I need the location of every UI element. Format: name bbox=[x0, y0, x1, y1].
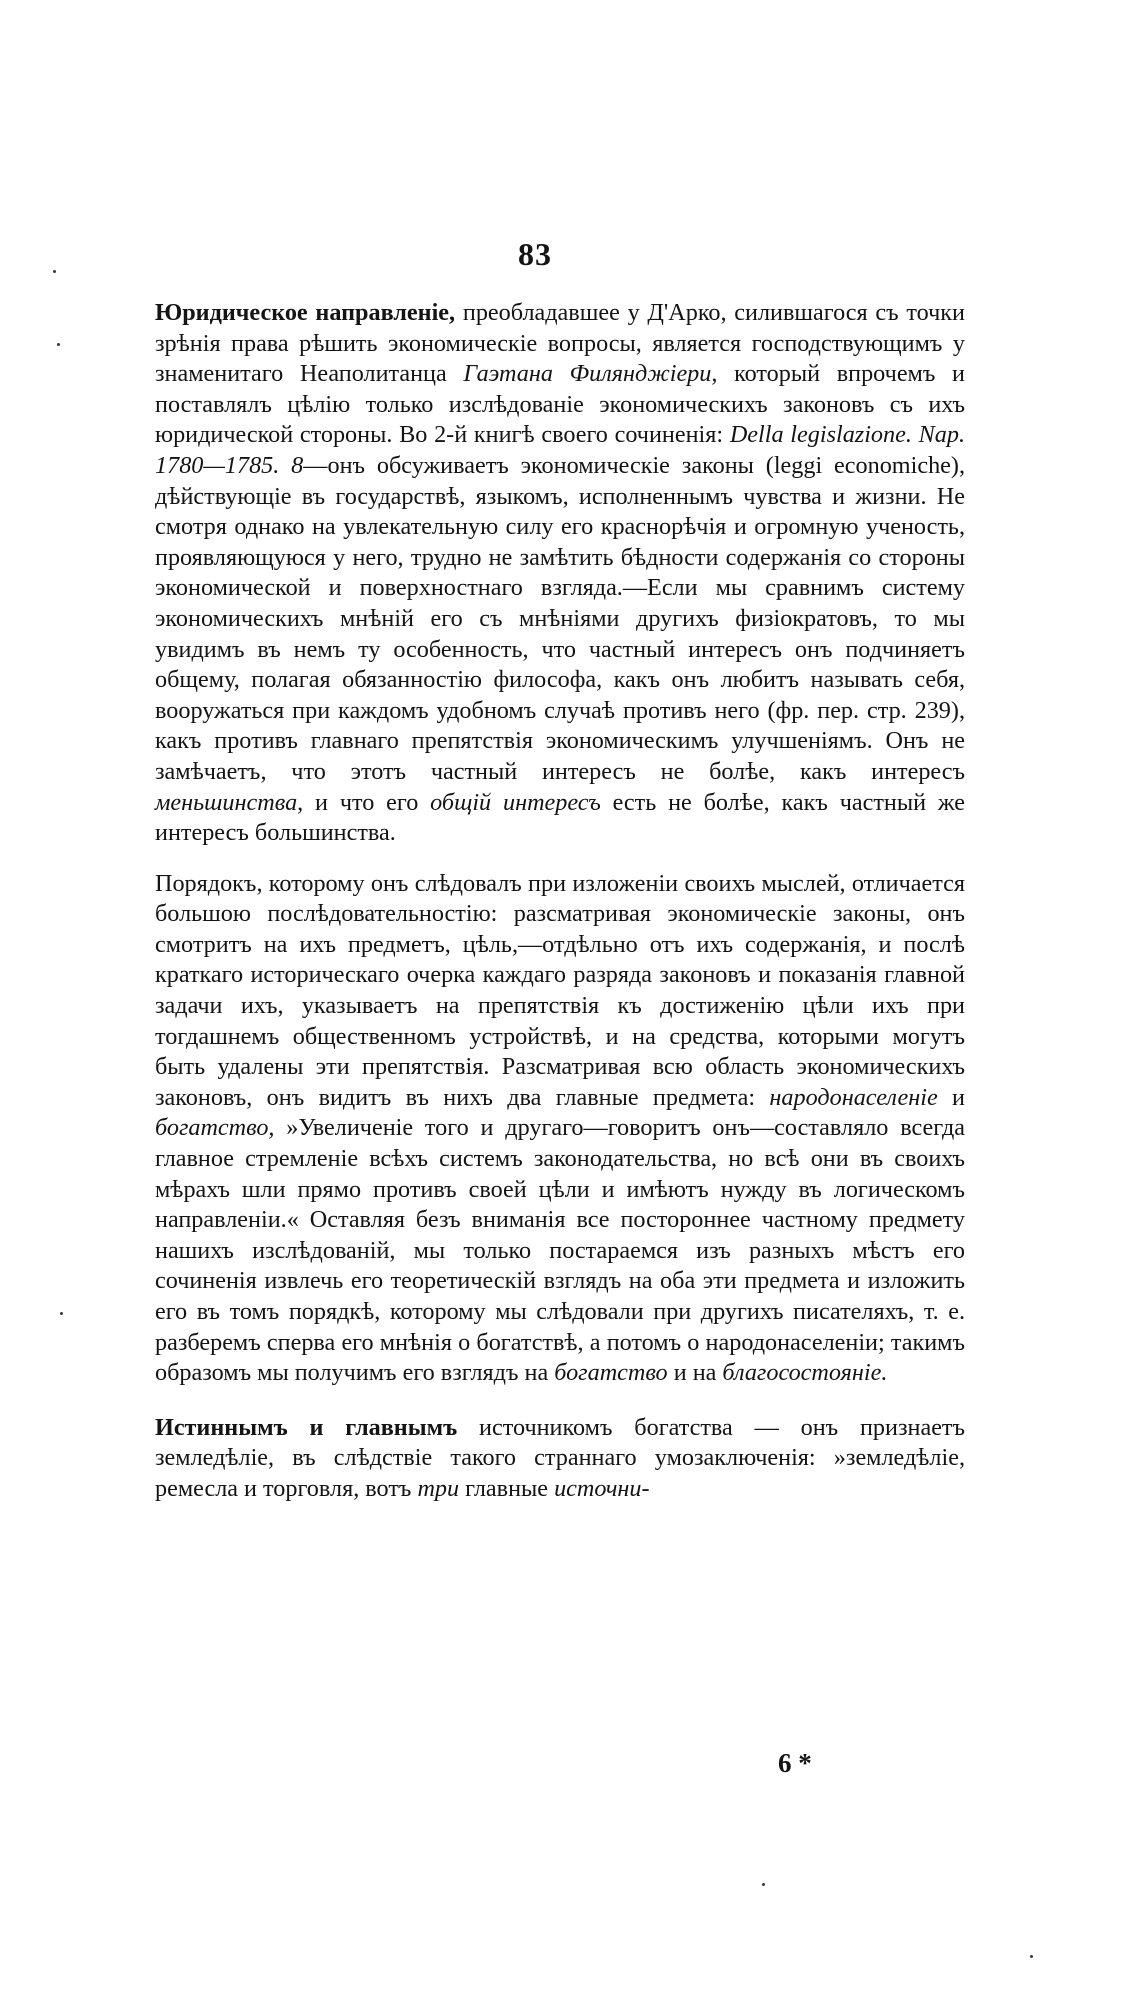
paragraph-3 bbox=[155, 1413, 965, 1505]
paragraph-text: который впрочемъ и поставлялъ цѣлію только изслѣдованіе экономическихъ законовъ съ ихъ юридической стороны. Во 2-й книгѣ своего сочиненія: bbox=[155, 360, 965, 449]
sheet-signature: 6 * bbox=[778, 1748, 812, 1778]
body-text bbox=[155, 298, 965, 1505]
print-speck bbox=[57, 343, 60, 346]
print-speck bbox=[60, 1312, 63, 1315]
paragraph-text: »Увеличеніе того и другаго—говоритъ онъ—составляло всегда главное стремленіе всѣхъ системъ законодательства, но всѣ они въ своихъ мѣрахъ шли прямо противъ своей цѣли и имѣютъ нужду въ логическомъ направленіи.« Оставляя безъ вниманія все постороннее частному предмету нашихъ изслѣдованій, мы только постараемся изъ разныхъ мѣстъ его сочиненія извлечь его теоретическій взглядъ на оба эти предмета и изложить его въ томъ порядкѣ, которому мы слѣдовали при другихъ писателяхъ, т. е. разберемъ сперва его мнѣнія о богатствѣ, а потомъ о народонаселеніи; такимъ образомъ мы получимъ его взглядъ на bbox=[155, 1114, 965, 1387]
paragraph-text: преобладавшее у Д'Арко, силившагося съ точки зрѣнія права рѣшить экономическіе вопросы, является господствующимъ у знаменитаго Неаполитанца bbox=[155, 299, 965, 388]
paragraph-text: и на bbox=[667, 1359, 723, 1387]
paragraph-text: —онъ обсуживаетъ экономическіе законы (leggi economiche), дѣйствующіе въ государствѣ, языкомъ, исполненнымъ чувства и жизни. Не смотря однако на увлекательную силу его краснорѣчія и огромную ученость, проявляющуюся у него, трудно не замѣтить бѣдности содержанія со стороны экономической и поверхностнаго взгляда.—Если мы сравнимъ систему экономическихъ мнѣній его съ мнѣніями другихъ физіократовъ, то мы увидимъ въ немъ ту особенность, что частный интересъ онъ подчиняетъ общему, полагая обязанностію философа, какъ онъ любитъ называть себя, вооружаться при каждомъ удобномъ случаѣ противъ него (фр. пер. стр. 239), какъ противъ главнаго препятствія экономическимъ улучшеніямъ. Онъ не замѣчаетъ, что этотъ частный интересъ не болѣе, какъ интересъ bbox=[155, 451, 966, 785]
paragraph-1 bbox=[155, 298, 965, 849]
emphasis: богатство, bbox=[155, 1114, 275, 1142]
emphasis: богатство bbox=[554, 1359, 668, 1387]
print-speck bbox=[1030, 1955, 1033, 1958]
paragraph-text: и что его bbox=[303, 788, 431, 816]
emphasis: народонаселеніе bbox=[769, 1083, 938, 1111]
page-number: 83 bbox=[518, 236, 552, 272]
paragraph-text: источникомъ богатства — онъ признаетъ земледѣліе, въ слѣдствіе такого страннаго умозаключенія: »земледѣліе, ремесла и торговля, вотъ bbox=[155, 1413, 966, 1502]
author-name: Гаэтана Филянджіери, bbox=[463, 360, 718, 388]
paragraph-text: есть не болѣе, какъ частный же интересъ большинства. bbox=[155, 788, 965, 847]
emphasis: меньшинства, bbox=[155, 788, 304, 816]
emphasis: три bbox=[417, 1474, 460, 1502]
paragraph-text: Порядокъ, которому онъ слѣдовалъ при изложеніи своихъ мыслей, отличается большою послѣдовательностію: разсматривая экономическіе законы, онъ смотритъ на ихъ предметъ, цѣль,—отдѣльно отъ ихъ содержанія, и послѣ краткаго историческаго очерка каждаго разряда законовъ и показанія главной задачи ихъ, указываетъ на препятствія къ достиженію цѣли ихъ при тогдашнемъ общественномъ устройствѣ, и на средства, которыми могутъ быть удалены эти препятствія. Разсматривая всю область экономическихъ законовъ, онъ видитъ въ нихъ два главные предмета: bbox=[155, 869, 965, 1111]
paragraph-2 bbox=[155, 869, 965, 1389]
paragraph-text: и bbox=[937, 1083, 966, 1111]
paragraph-text: главные bbox=[459, 1474, 555, 1502]
print-speck bbox=[762, 1883, 765, 1886]
emphasis: общій интересъ bbox=[430, 788, 601, 816]
emphasis: источни- bbox=[554, 1474, 650, 1502]
paragraph-lead: Истиннымъ и главнымъ bbox=[155, 1413, 458, 1441]
emphasis: благосостояніе. bbox=[722, 1359, 888, 1387]
paragraph-lead: Юридическое направленіе, bbox=[155, 299, 456, 326]
book-title: Della legislazione. Nap. 1780—1785. 8 bbox=[155, 421, 965, 479]
